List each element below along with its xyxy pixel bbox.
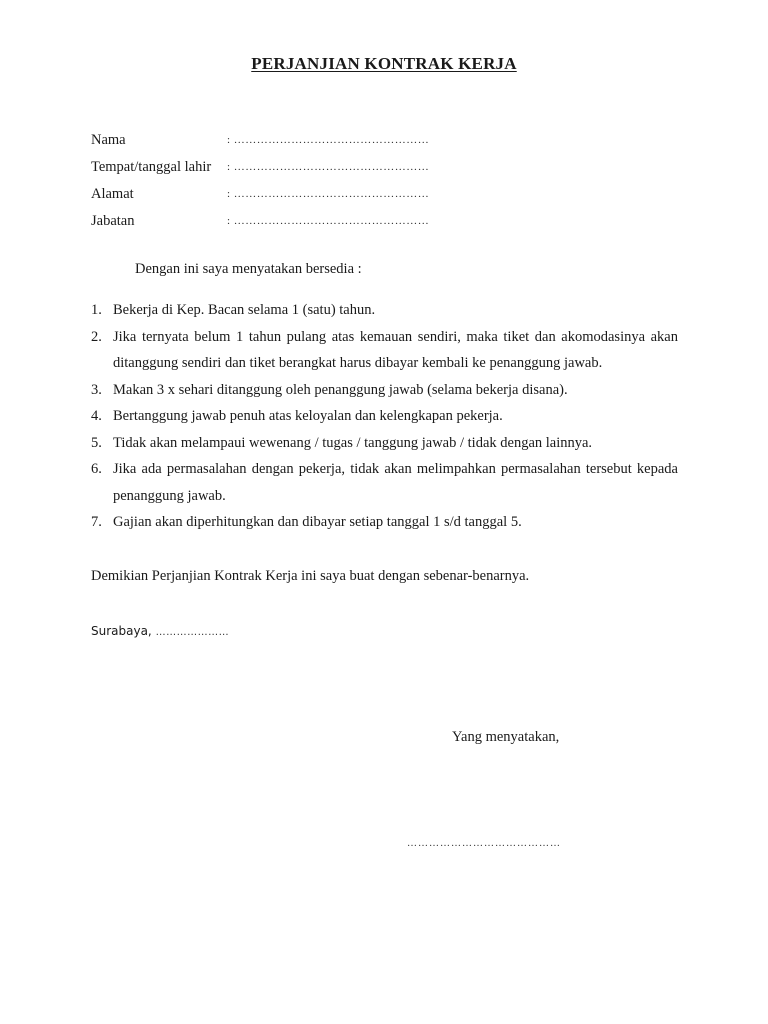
list-number: 2. <box>91 328 102 345</box>
list-number: 7. <box>91 514 102 530</box>
signer-label: Yang menyatakan, <box>452 729 560 745</box>
signature-line: …………………………………… <box>407 838 561 849</box>
list-text: Jika ada permasalahan dengan pekerja, tidak akan melimpahkan permasalahan tersebut kepada penanggung jawab. <box>113 461 678 504</box>
field-label: Nama <box>91 132 126 148</box>
list-item <box>91 377 678 404</box>
agreement-list <box>91 297 678 536</box>
field-row-jabatan <box>91 211 691 231</box>
list-text: Bertanggung jawab penuh atas keloyalan dan kelengkapan pekerja. <box>113 408 503 424</box>
list-item <box>91 403 678 430</box>
list-item <box>91 509 678 536</box>
field-row-alamat <box>91 184 691 204</box>
field-label: Alamat <box>91 186 134 202</box>
field-value-blank: : …………………………………………… <box>227 215 430 227</box>
list-number: 1. <box>91 302 102 318</box>
list-item <box>91 297 678 324</box>
list-text: Makan 3 x sehari ditanggung oleh penanggung jawab (selama bekerja disana). <box>113 381 568 398</box>
intro-statement: Dengan ini saya menyatakan bersedia : <box>135 261 362 277</box>
list-text: Bekerja di Kep. Bacan selama 1 (satu) tahun. <box>113 302 376 318</box>
field-row-nama <box>91 130 691 150</box>
closing-statement: Demikian Perjanjian Kontrak Kerja ini saya buat dengan sebenar-benarnya. <box>91 568 530 584</box>
field-value-blank: : …………………………………………… <box>227 134 430 146</box>
list-item <box>91 324 678 377</box>
field-row-tempat-tanggal-lahir <box>91 157 691 177</box>
list-item <box>91 456 678 509</box>
date-blank: ………………… <box>155 627 230 638</box>
list-text: Tidak akan melampaui wewenang / tugas / tanggung jawab / tidak dengan lainnya. <box>113 434 593 451</box>
list-number: 5. <box>91 434 102 451</box>
place-date <box>91 621 229 643</box>
field-value-blank: : …………………………………………… <box>227 161 430 173</box>
field-label: Jabatan <box>91 213 135 229</box>
list-text: Gajian akan diperhitungkan dan dibayar setiap tanggal 1 s/d tanggal 5. <box>113 514 522 530</box>
document-title: PERJANJIAN KONTRAK KERJA <box>251 54 517 73</box>
list-number: 6. <box>91 461 102 477</box>
place-name: Surabaya, <box>91 624 152 638</box>
list-text: Jika ternyata belum 1 tahun pulang atas kemauan sendiri, maka tiket dan akomodasinya akan ditanggung sendiri dan tiket berangkat harus dibayar kembali ke penanggung jawab. <box>113 328 678 371</box>
list-item <box>91 430 678 457</box>
list-number: 4. <box>91 408 102 424</box>
field-label: Tempat/tanggal lahir <box>91 159 212 175</box>
list-number: 3. <box>91 381 102 398</box>
field-value-blank: : …………………………………………… <box>227 188 430 200</box>
